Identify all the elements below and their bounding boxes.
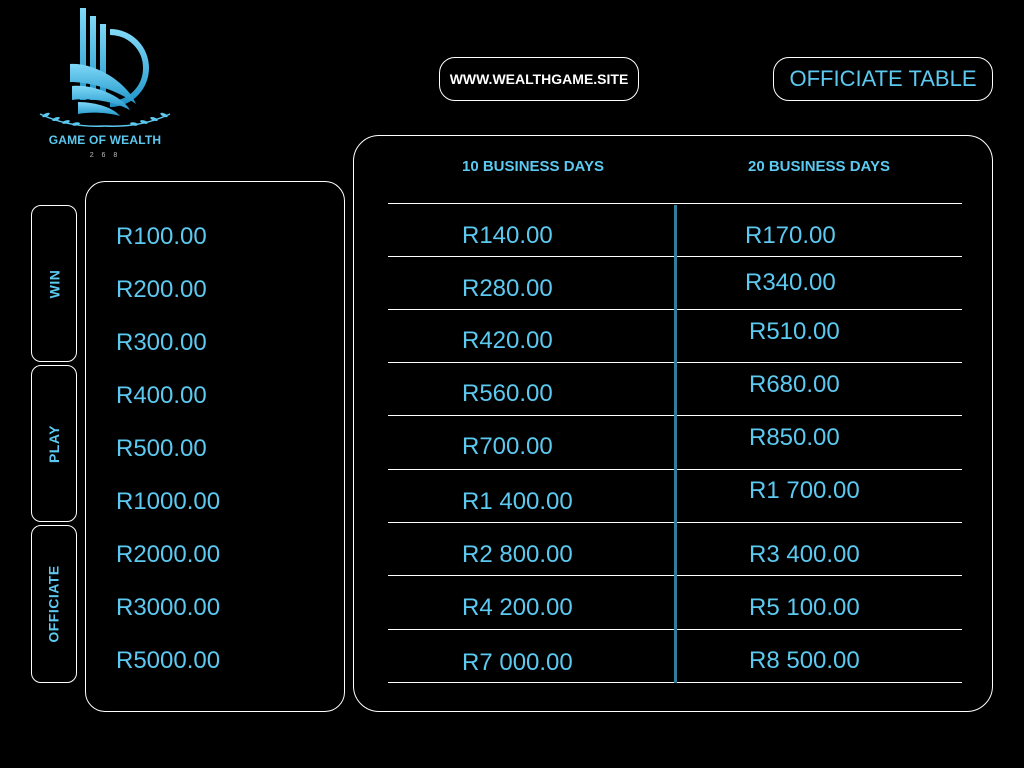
payout-10-days: R140.00 (462, 222, 553, 249)
payout-20-days: R5 100.00 (749, 594, 860, 621)
brand-number: 2 6 8 (89, 152, 121, 159)
wealth-logo-icon (30, 2, 180, 132)
website-label: WWW.WEALTHGAME.SITE (449, 71, 629, 87)
payout-20-days: R8 500.00 (749, 647, 860, 674)
stake-amount: R500.00 (116, 435, 207, 462)
payout-10-days: R700.00 (462, 433, 553, 460)
column-header-10-days: 10 BUSINESS DAYS (462, 158, 605, 175)
payout-10-days: R560.00 (462, 380, 553, 407)
tab-officiate[interactable] (31, 525, 77, 683)
stake-amount: R1000.00 (116, 488, 221, 515)
payout-10-days: R4 200.00 (462, 594, 573, 621)
payout-10-days: R1 400.00 (462, 488, 573, 515)
brand-logo (30, 2, 180, 162)
website-link[interactable] (439, 57, 639, 101)
payout-10-days: R2 800.00 (462, 541, 573, 568)
stake-amount: R200.00 (116, 276, 207, 303)
payout-20-days: R850.00 (749, 424, 840, 451)
payout-10-days: R280.00 (462, 275, 553, 302)
column-header-20-days: 20 BUSINESS DAYS (748, 158, 891, 175)
payout-20-days: R340.00 (745, 269, 836, 296)
payout-20-days: R1 700.00 (749, 477, 860, 504)
tab-officiate-label: OFFICIATE (46, 565, 62, 643)
page-title (773, 57, 993, 101)
payout-20-days: R170.00 (745, 222, 836, 249)
stake-amount: R400.00 (116, 382, 207, 409)
stake-amount: R2000.00 (116, 541, 221, 568)
stake-amount: R3000.00 (116, 594, 221, 621)
table-divider (388, 203, 962, 204)
payout-10-days: R420.00 (462, 327, 553, 354)
payout-20-days: R510.00 (749, 318, 840, 345)
brand-name: GAME OF WEALTH (48, 133, 162, 147)
payout-table-panel (353, 135, 993, 712)
tab-play-label: PLAY (46, 424, 62, 463)
payout-20-days: R680.00 (749, 371, 840, 398)
stake-amount: R300.00 (116, 329, 207, 356)
tab-win-label: WIN (46, 269, 62, 298)
stake-amounts-panel (85, 181, 345, 712)
stake-amount: R100.00 (116, 223, 207, 250)
stake-amount: R5000.00 (116, 647, 221, 674)
tab-win[interactable] (31, 205, 77, 362)
column-divider (674, 205, 677, 683)
payout-20-days: R3 400.00 (749, 541, 860, 568)
payout-10-days: R7 000.00 (462, 649, 573, 676)
page-title-text: OFFICIATE TABLE (789, 66, 977, 91)
tab-play[interactable] (31, 365, 77, 522)
